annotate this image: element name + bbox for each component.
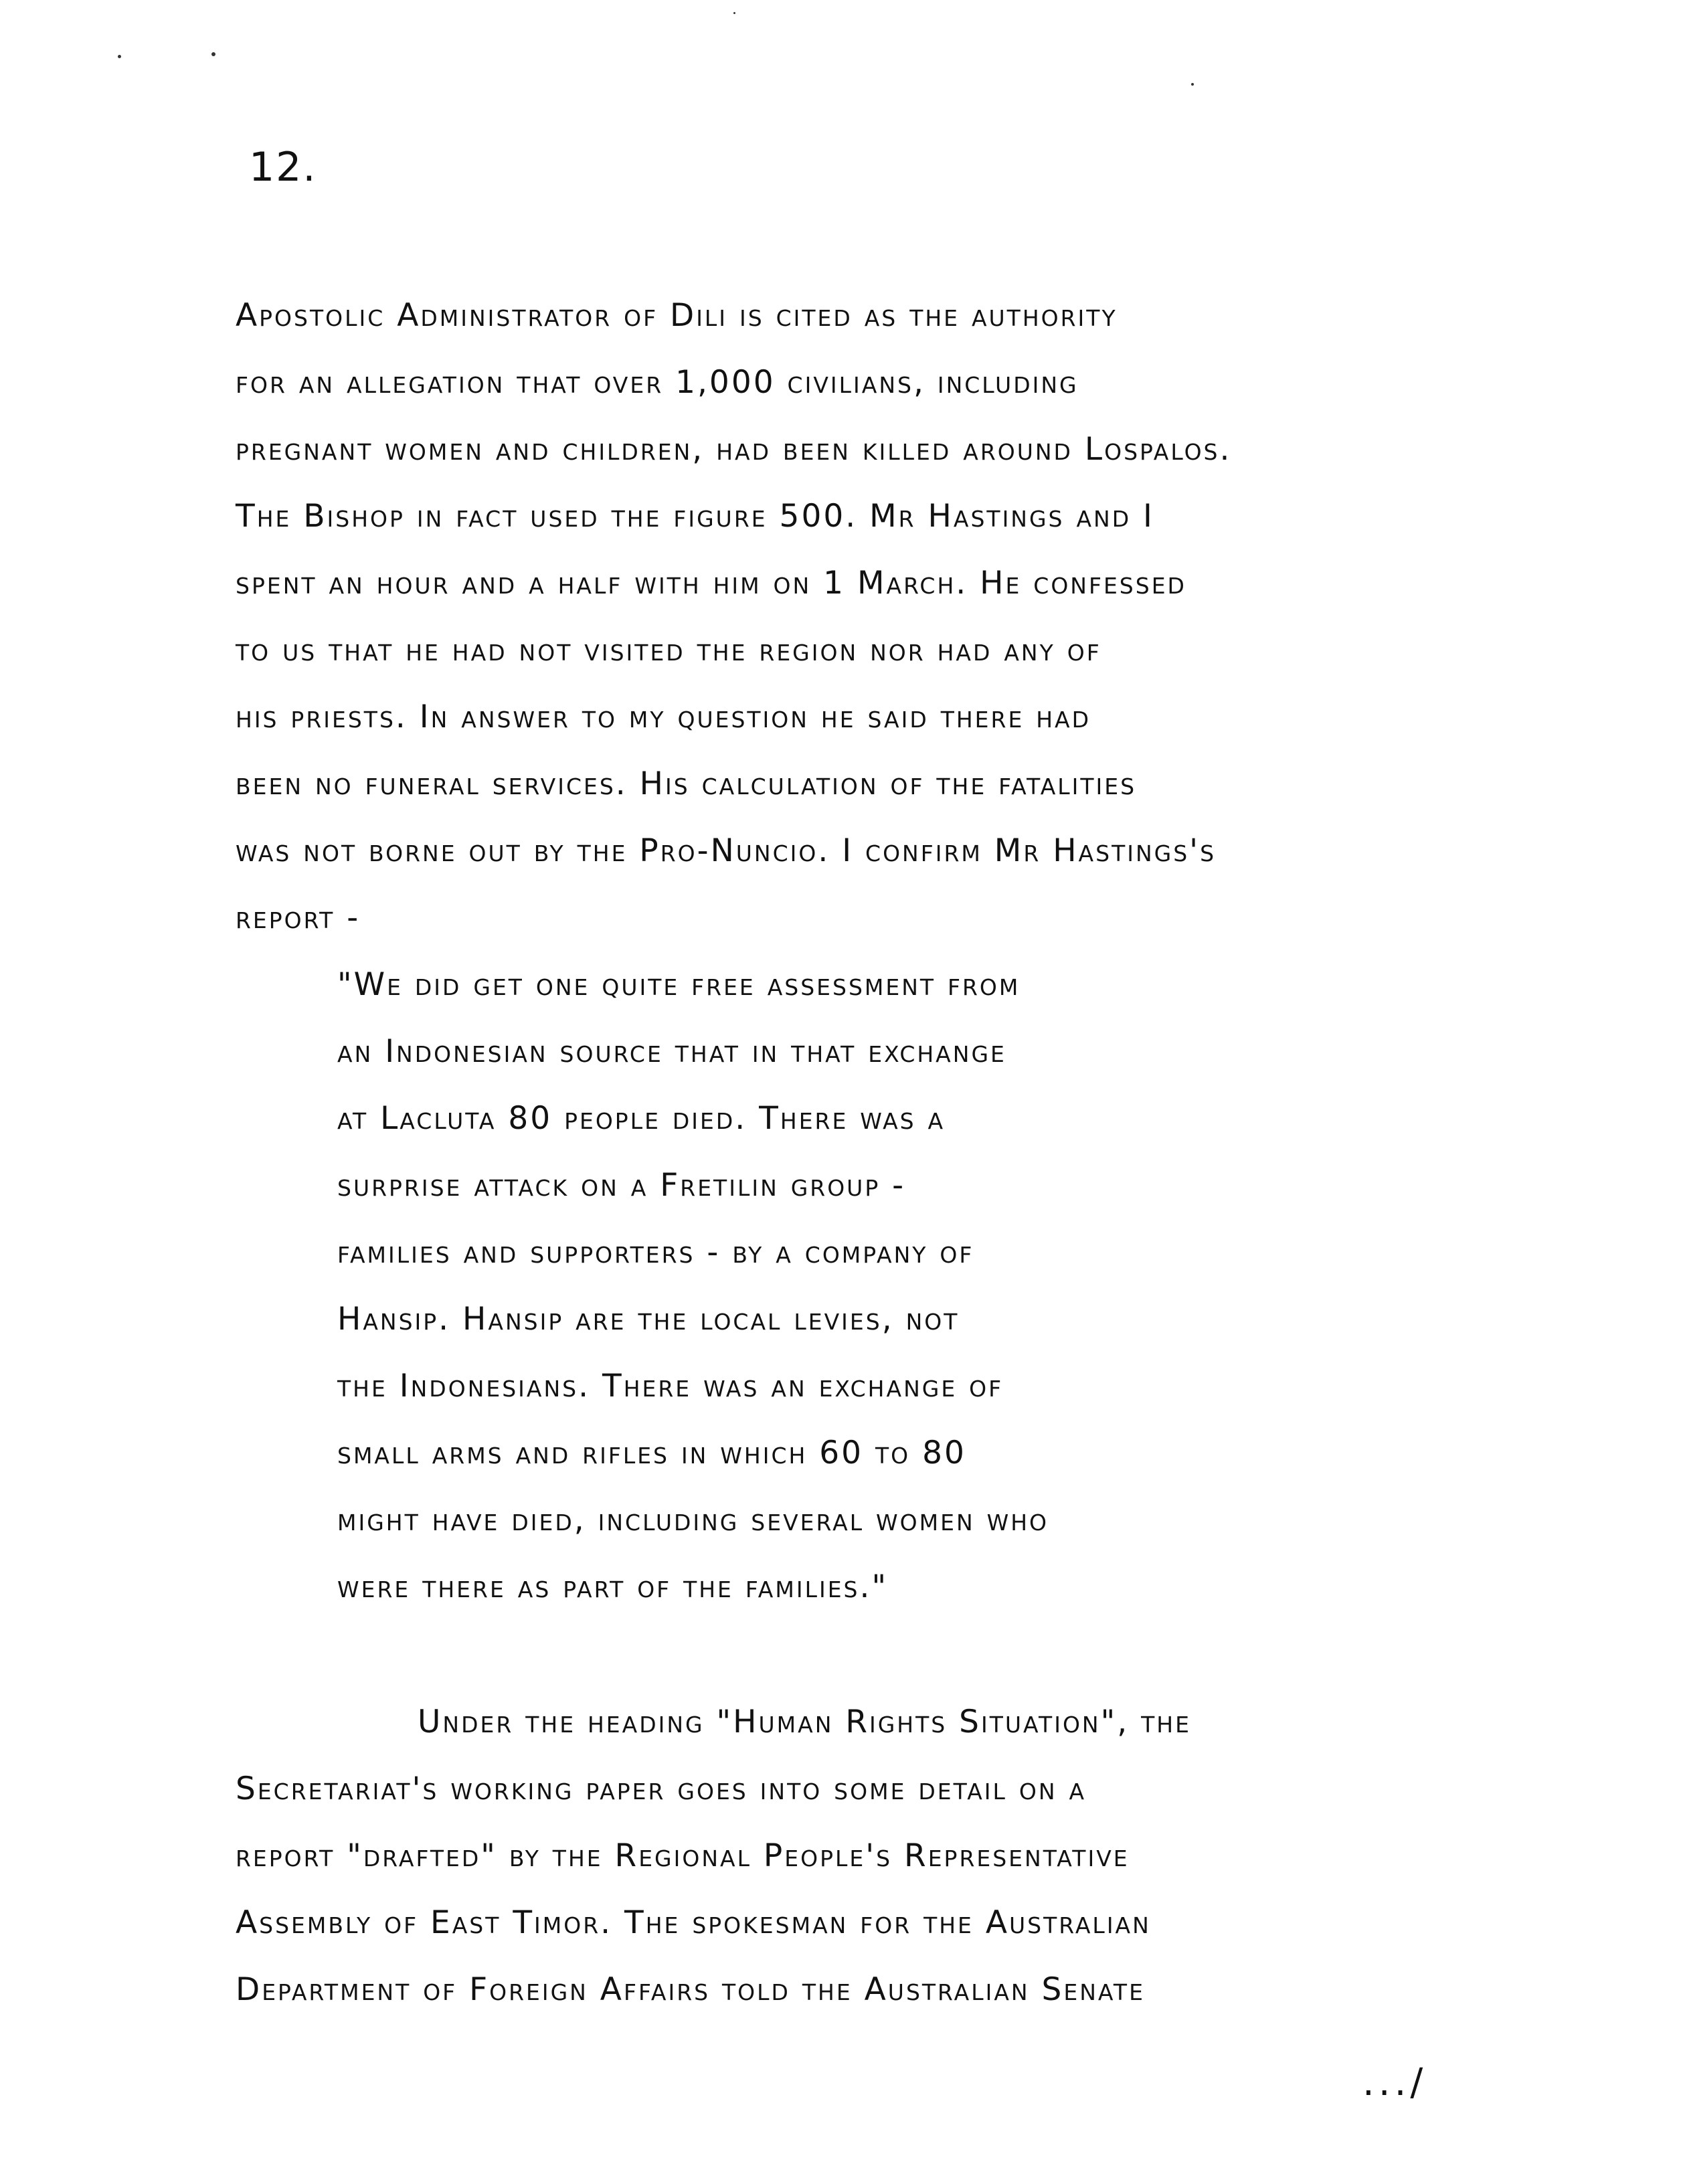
quote-line: at Lacluta 80 people died. There was a bbox=[337, 1100, 946, 1137]
text-line: report "drafted" by the Regional People's Representative bbox=[236, 1837, 1130, 1874]
text-line: Apostolic Administrator of Dili is cited as the authority bbox=[236, 297, 1118, 334]
quote-line: the Indonesians. There was an exchange of bbox=[337, 1368, 1004, 1404]
scan-speck bbox=[118, 55, 121, 58]
quote-line: small arms and rifles in which 60 to 80 bbox=[337, 1435, 966, 1471]
quote-line: families and supporters - by a company of bbox=[337, 1234, 974, 1271]
quote-line: were there as part of the families." bbox=[337, 1568, 889, 1605]
quote-line: might have died, including several women who bbox=[337, 1502, 1049, 1538]
text-line: was not borne out by the Pro-Nuncio. I confirm Mr Hastings's bbox=[236, 832, 1217, 869]
text-line: for an allegation that over 1,000 civilians, including bbox=[236, 364, 1079, 401]
scan-speck bbox=[1191, 83, 1194, 86]
scan-speck bbox=[733, 12, 735, 14]
quote-line: Hansip. Hansip are the local levies, not bbox=[337, 1301, 960, 1338]
text-line: his priests. In answer to my question he said there had bbox=[236, 699, 1091, 735]
text-line: Assembly of East Timor. The spokesman for the Australian bbox=[236, 1904, 1151, 1941]
text-line: pregnant women and children, had been killed around Lospalos. bbox=[236, 431, 1232, 468]
text-line: been no funeral services. His calculation of the fatalities bbox=[236, 765, 1137, 802]
text-line: The Bishop in fact used the figure 500. Mr Hastings and I bbox=[236, 498, 1154, 535]
page-number: 12. bbox=[249, 144, 317, 191]
text-line: Under the heading "Human Rights Situation", the bbox=[418, 1704, 1191, 1740]
continuation-mark: .../ bbox=[1362, 2061, 1427, 2104]
quote-line: surprise attack on a Fretilin group - bbox=[337, 1167, 906, 1204]
text-line: report - bbox=[236, 899, 361, 936]
text-line: spent an hour and a half with him on 1 March. He confessed bbox=[236, 565, 1186, 602]
quote-line: an Indonesian source that in that exchange bbox=[337, 1033, 1006, 1070]
text-line: Secretariat's working paper goes into some detail on a bbox=[236, 1770, 1087, 1807]
scan-speck bbox=[211, 52, 215, 56]
text-line: Department of Foreign Affairs told the Australian Senate bbox=[236, 1971, 1145, 2008]
quote-line: "We did get one quite free assessment from bbox=[337, 966, 1021, 1003]
text-line: to us that he had not visited the region nor had any of bbox=[236, 632, 1101, 668]
